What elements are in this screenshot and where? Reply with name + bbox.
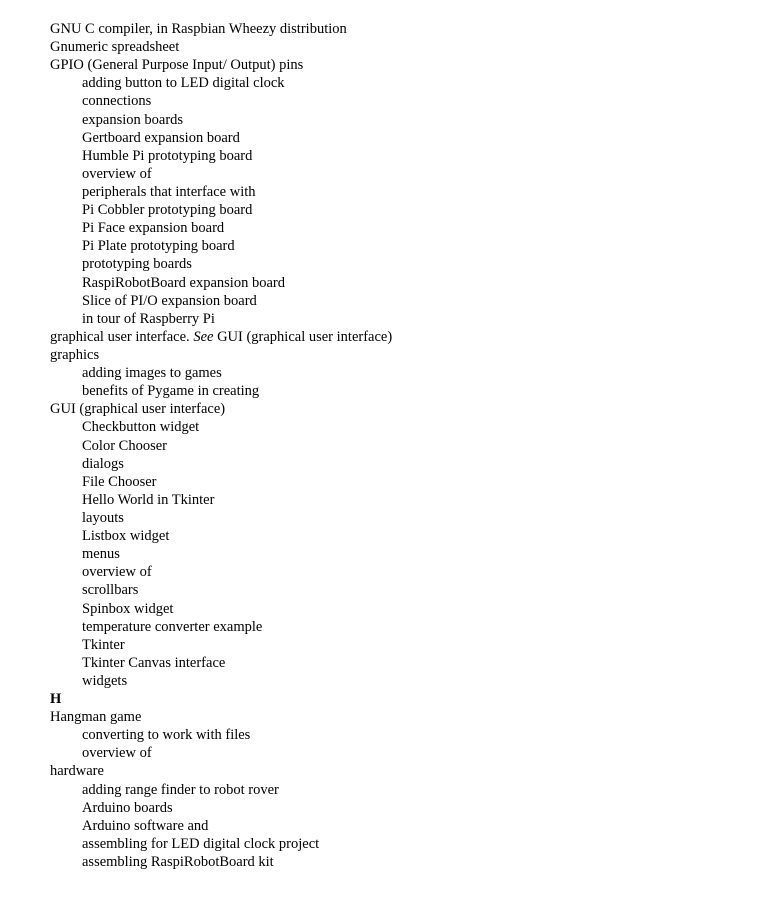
index-subentry: Pi Cobbler prototyping board xyxy=(82,202,253,219)
index-subentry: Gertboard expansion board xyxy=(82,129,240,146)
index-subentry: Listbox widget xyxy=(82,528,170,545)
index-subentry: adding range finder to robot rover xyxy=(82,781,279,798)
see-reference-target: GUI (graphical user interface) xyxy=(217,328,393,345)
index-page xyxy=(50,20,750,871)
index-subentry: assembling RaspiRobotBoard kit xyxy=(82,854,274,871)
index-letter-heading: H xyxy=(50,691,62,708)
index-subentry: overview of xyxy=(82,745,152,762)
index-subentry: Tkinter xyxy=(82,636,125,653)
index-entry-text: graphical user interface. xyxy=(50,328,190,345)
index-entry: Hangman game xyxy=(50,709,142,726)
index-entry: hardware xyxy=(50,763,104,780)
index-subentry: Slice of PI/O expansion board xyxy=(82,292,257,309)
see-reference-word: See xyxy=(193,328,214,345)
index-subentry: connections xyxy=(82,93,152,110)
index-subentry: Pi Face expansion board xyxy=(82,220,225,237)
index-subentry: prototyping boards xyxy=(82,256,192,273)
index-subentry: peripherals that interface with xyxy=(82,183,256,200)
index-subentry: temperature converter example xyxy=(82,618,263,635)
index-subentry: dialogs xyxy=(82,455,124,472)
index-subentry: benefits of Pygame in creating xyxy=(82,383,260,400)
index-subentry: File Chooser xyxy=(82,473,157,490)
index-subentry: overview of xyxy=(82,165,152,182)
index-subentry: Pi Plate prototyping board xyxy=(82,238,235,255)
index-subentry: Arduino boards xyxy=(82,799,173,816)
index-subentry: Tkinter Canvas interface xyxy=(82,654,226,671)
index-subentry: RaspiRobotBoard expansion board xyxy=(82,274,285,291)
index-subentry: Spinbox widget xyxy=(82,600,174,617)
index-subentry: menus xyxy=(82,546,120,563)
index-subentry: adding images to games xyxy=(82,365,222,382)
index-subentry: adding button to LED digital clock xyxy=(82,75,285,92)
index-entry: Gnumeric spreadsheet xyxy=(50,39,180,56)
index-subentry: converting to work with files xyxy=(82,727,251,744)
index-subentry: Humble Pi prototyping board xyxy=(82,147,253,164)
index-subentry: overview of xyxy=(82,564,152,581)
index-subentry: Checkbutton widget xyxy=(82,419,200,436)
index-subentry: Hello World in Tkinter xyxy=(82,491,215,508)
index-subentry: Color Chooser xyxy=(82,437,167,454)
index-subentry: widgets xyxy=(82,672,128,689)
index-subentry: assembling for LED digital clock project xyxy=(82,835,320,852)
index-subentry: scrollbars xyxy=(82,582,139,599)
index-subentry: in tour of Raspberry Pi xyxy=(82,310,215,327)
index-entry-cross-reference xyxy=(50,328,750,346)
index-entry: GNU C compiler, in Raspbian Wheezy distribution xyxy=(50,21,347,37)
index-entry: GUI (graphical user interface) xyxy=(50,401,226,418)
index-subentry: layouts xyxy=(82,509,124,526)
index-entry: GPIO (General Purpose Input/ Output) pins xyxy=(50,57,304,74)
index-subentry: expansion boards xyxy=(82,111,184,128)
index-entry: graphics xyxy=(50,346,100,363)
index-subentry: Arduino software and xyxy=(82,817,209,834)
